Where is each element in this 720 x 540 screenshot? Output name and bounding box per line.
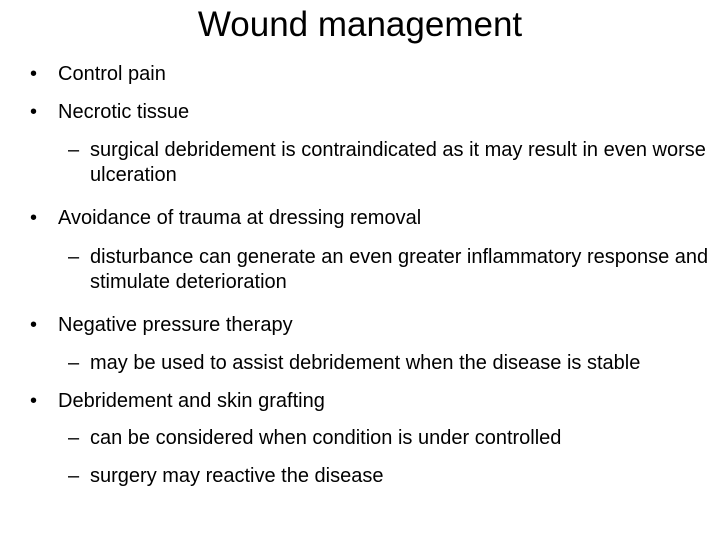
bullet-marker: • <box>30 63 38 85</box>
bullet-marker: • <box>30 207 38 229</box>
dash-marker: – <box>68 465 80 487</box>
dash-marker: – <box>68 427 80 449</box>
bullet-marker: • <box>30 390 38 412</box>
sub-bullet-text: disturbance can generate an even greater inflammatory response and stimulate deterioration <box>90 246 709 293</box>
bullet-text: Necrotic tissue <box>58 101 190 123</box>
dash-marker: – <box>68 139 80 161</box>
bullet-text: Control pain <box>58 63 166 85</box>
bullet-text: Negative pressure therapy <box>58 314 293 336</box>
dash-marker: – <box>68 246 80 268</box>
bullet-marker: • <box>30 314 38 336</box>
bullet-text: Avoidance of trauma at dressing removal <box>58 207 422 229</box>
dash-marker: – <box>68 352 80 374</box>
sub-bullet-text: surgery may reactive the disease <box>90 465 384 487</box>
sub-bullet-text: can be considered when condition is under controlled <box>90 427 562 449</box>
bullet-marker: • <box>30 101 38 123</box>
sub-bullet-text: may be used to assist debridement when the disease is stable <box>90 352 641 374</box>
bullet-text: Debridement and skin grafting <box>58 390 325 412</box>
sub-bullet-text: surgical debridement is contraindicated as it may result in even worse ulceration <box>90 139 706 186</box>
slide-title: Wound management <box>197 5 523 44</box>
